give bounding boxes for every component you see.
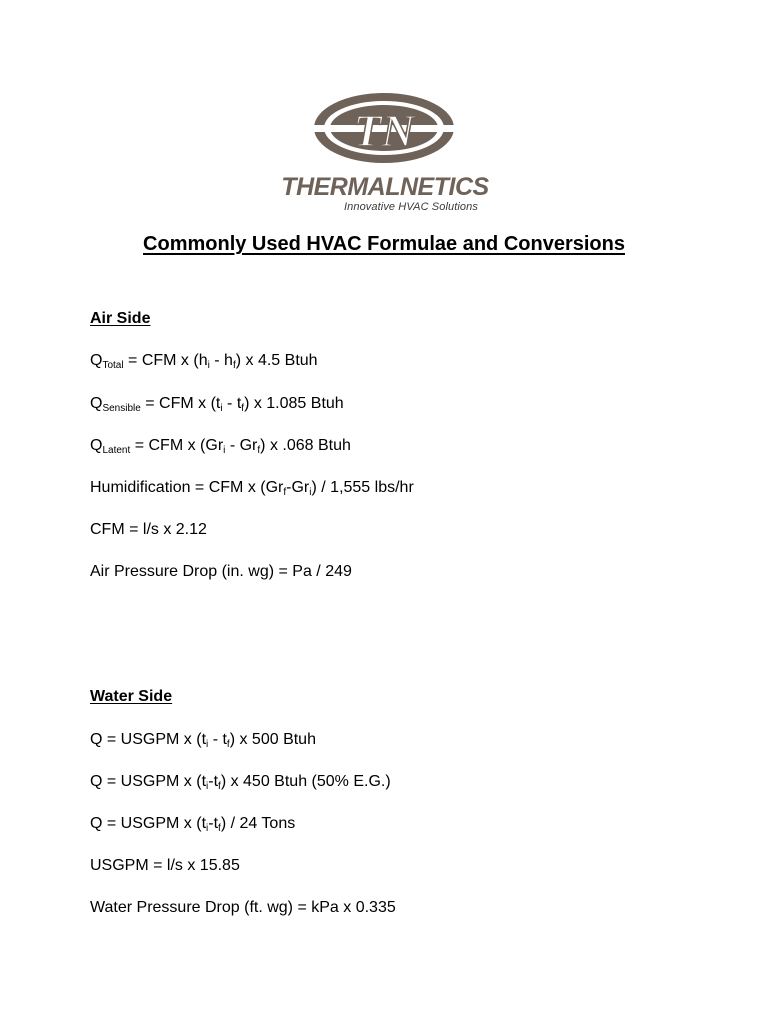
water-side-heading: Water Side bbox=[90, 688, 173, 705]
thermalnetics-logo-icon bbox=[270, 88, 502, 218]
logo-tagline: Innovative HVAC Solutions bbox=[344, 201, 478, 213]
logo-wordmark: THERMALNETICS bbox=[281, 173, 489, 201]
company-logo bbox=[270, 88, 502, 218]
formula-q-total: $Q_{Total}$ = CFM x $(h_i - h_f)$ x 4.5 Btuh bbox=[90, 352, 318, 371]
formula-water-q2: Q = USGPM x $(t_i-t_f)$ x 450 Btuh (50% E.G.) bbox=[90, 773, 391, 792]
formula-water-q1: Q = USGPM x $(t_i - t_f)$ x 500 Btuh bbox=[90, 731, 316, 750]
formula-humidification: Humidification = CFM x $(Gr_f-Gr_i) / 1,555$ lbs/hr bbox=[90, 479, 414, 498]
page-title: Commonly Used HVAC Formulae and Conversions bbox=[143, 233, 625, 255]
formula-water-q3: Q = USGPM x $(t_i-t_f) / 24$ Tons bbox=[90, 815, 296, 834]
formula-air-pressure-drop: Air Pressure Drop (in. wg) = Pa / 249 bbox=[90, 563, 352, 580]
formula-water-pressure-drop: Water Pressure Drop (ft. wg) = kPa x 0.335 bbox=[90, 899, 396, 916]
formula-cfm: CFM = l/s x 2.12 bbox=[90, 521, 207, 538]
logo-monogram: TN bbox=[353, 105, 415, 156]
air-side-heading: Air Side bbox=[90, 310, 151, 327]
formula-usgpm: USGPM = l/s x 15.85 bbox=[90, 857, 240, 874]
formula-q-sensible: $Q_{Sensible}$ = CFM x $(t_i - t_f)$ x 1.085 Btuh bbox=[90, 395, 344, 414]
formula-q-latent: $Q_{Latent}$ = CFM x $(Gr_i - Gr_f)$ x .068 Btuh bbox=[90, 437, 351, 456]
